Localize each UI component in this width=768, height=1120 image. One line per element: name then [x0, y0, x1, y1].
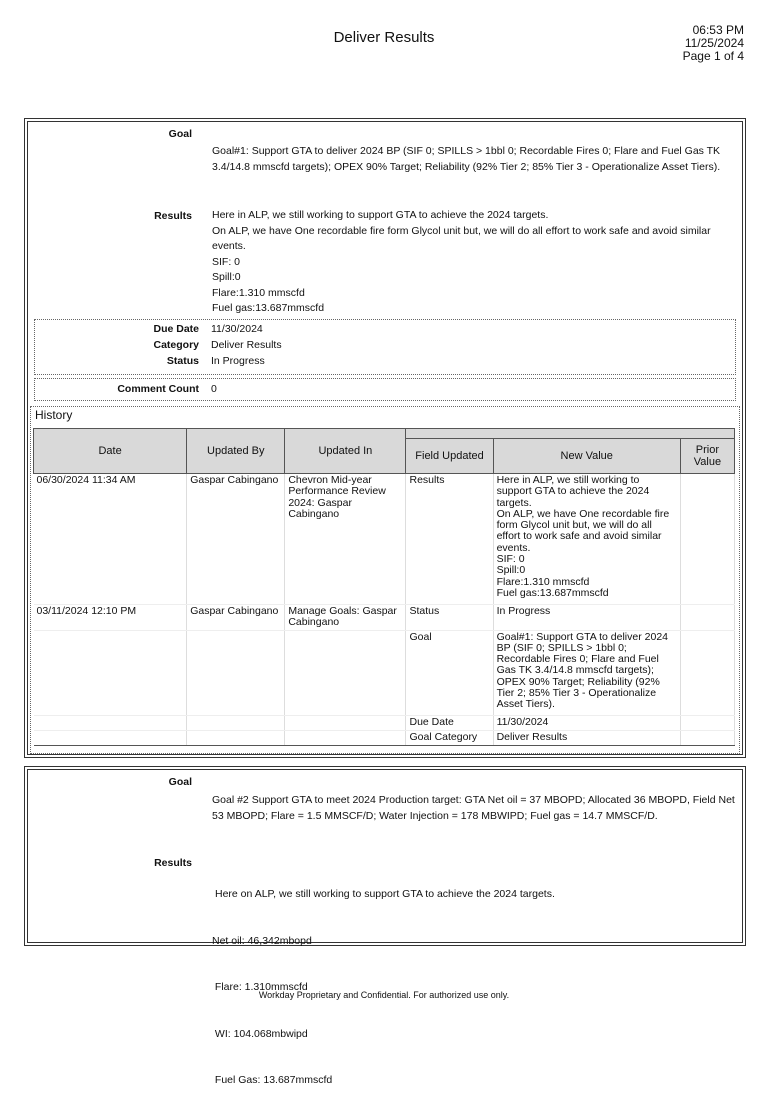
goal-1-section	[24, 118, 746, 758]
cell-date	[34, 630, 187, 715]
column-header-date: Date	[34, 429, 187, 474]
column-header-new-value: New Value	[493, 439, 680, 474]
results-label: Results	[154, 210, 192, 222]
history-box	[30, 406, 740, 754]
cell-new-value: Here in ALP, we still working to support GTA to achieve the 2024 targets. On ALP, we have One recordable fire form Glycol unit but, we will do all effort to work safe and avoid similar events. SIF: 0 Spill:0 Flare:1.310 mmscfd Fuel gas:13.687mmscfd	[493, 474, 680, 605]
category-label: Category	[153, 339, 199, 351]
goal-label: Goal	[168, 128, 192, 140]
cell-date	[34, 730, 187, 745]
column-header-updated-by: Updated By	[187, 429, 285, 474]
comment-count-label: Comment Count	[117, 383, 199, 395]
table-row	[34, 730, 735, 745]
column-header-updated-in: Updated In	[285, 429, 406, 474]
cell-date	[34, 715, 187, 730]
results-line: Fuel gas:13.687mmscfd	[212, 302, 325, 314]
cell-updated-in: Chevron Mid-year Performance Review 2024: Gaspar Cabingano	[285, 474, 406, 605]
history-heading: History	[35, 408, 73, 422]
results-line: SIF: 0	[212, 255, 241, 268]
cell-updated-by: Gaspar Cabingano	[187, 474, 285, 605]
cell-updated-by	[187, 730, 285, 745]
report-time: 06:53 PM	[692, 23, 744, 37]
table-row	[34, 605, 735, 631]
table-row	[34, 715, 735, 730]
cell-updated-by	[187, 630, 285, 715]
column-header-prior-value: Prior Value	[680, 439, 734, 474]
cell-prior-value	[680, 474, 734, 605]
table-row	[34, 630, 735, 715]
goal-text: Goal #2 Support GTA to meet 2024 Production target: GTA Net oil = 37 MBOPD; Allocated 36 MBOPD, Field Net 53 MBOPD; Flare = 1.5 MMSCF/D; Water Injection = 178 MBWIPD; Fuel gas = 14.7 MMSCF/D.	[212, 794, 735, 822]
cell-prior-value	[680, 730, 734, 745]
comment-count-box	[34, 378, 736, 401]
details-box	[34, 319, 736, 375]
report-title: Deliver Results	[333, 29, 435, 46]
footer-confidentiality: Workday Proprietary and Confidential. For authorized use only.	[258, 990, 510, 1000]
due-date-label: Due Date	[153, 323, 199, 335]
category-value: Deliver Results	[211, 339, 282, 351]
results-text	[212, 208, 736, 317]
goal-text: Goal#1: Support GTA to deliver 2024 BP (SIF 0; SPILLS > 1bbl 0; Recordable Fires 0; Flare and Fuel Gas TK 3.4/14.8 mmscfd targets); OPEX 90% Target; Reliability (92% Tier 2; 85% Tier 3 - Operationalize Asset Tiers).	[212, 145, 721, 173]
cell-field-updated: Status	[406, 605, 493, 631]
report-meta	[683, 24, 744, 63]
results-line: Flare:1.310 mmscfd	[212, 286, 305, 299]
results-label: Results	[154, 857, 192, 869]
cell-new-value: Deliver Results	[493, 730, 680, 745]
goal-label: Goal	[168, 776, 192, 788]
results-line: Net oil: 46,342mbopd	[212, 934, 312, 947]
cell-updated-by	[187, 715, 285, 730]
cell-new-value: Goal#1: Support GTA to deliver 2024 BP (SIF 0; SPILLS > 1bbl 0; Recordable Fires 0; Flare and Fuel Gas TK 3.4/14.8 mmscfd targets); OPEX 90% Target; Reliability (92% Tier 2; 85% Tier 3 - Operationalize Asset Tiers).	[493, 630, 680, 715]
results-line: Flare: 1.310mmscfd	[212, 981, 308, 993]
cell-updated-in	[285, 715, 406, 730]
results-line: WI: 104.068mbwipd	[212, 1027, 308, 1040]
status-label: Status	[166, 355, 199, 367]
cell-updated-by: Gaspar Cabingano	[187, 605, 285, 631]
cell-field-updated: Due Date	[406, 715, 493, 730]
cell-updated-in	[285, 730, 406, 745]
cell-field-updated: Goal Category	[406, 730, 493, 745]
page-number: Page 1 of 4	[682, 49, 744, 63]
status-value: In Progress	[211, 355, 265, 367]
results-line: Spill:0	[212, 271, 241, 283]
results-line: On ALP, we have One recordable fire form Glycol unit but, we will do all effort to work safe and avoid similar events.	[212, 224, 711, 252]
cell-field-updated: Results	[406, 474, 493, 605]
cell-date: 03/11/2024 12:10 PM	[34, 605, 187, 631]
history-table	[33, 428, 735, 746]
cell-prior-value	[680, 605, 734, 631]
cell-updated-in	[285, 630, 406, 715]
cell-updated-in: Manage Goals: Gaspar Cabingano	[285, 605, 406, 631]
cell-prior-value	[680, 630, 734, 715]
cell-new-value: In Progress	[493, 605, 680, 631]
comment-count-value: 0	[211, 383, 217, 395]
due-date-value: 11/30/2024	[211, 323, 263, 335]
report-date: 11/25/2024	[684, 36, 744, 50]
cell-new-value: 11/30/2024	[493, 715, 680, 730]
cell-date: 06/30/2024 11:34 AM	[34, 474, 187, 605]
cell-field-updated: Goal	[406, 630, 493, 715]
results-line: Here in ALP, we still working to support GTA to achieve the 2024 targets.	[212, 209, 549, 221]
table-row	[34, 474, 735, 605]
goal-1-inner	[27, 121, 743, 755]
cell-prior-value	[680, 715, 734, 730]
results-text	[212, 856, 736, 1120]
column-header-field-updated: Field Updated	[406, 439, 493, 474]
results-line: Fuel Gas: 13.687mmscfd	[212, 1074, 333, 1086]
results-line: Here on ALP, we still working to support GTA to achieve the 2024 targets.	[215, 888, 555, 900]
column-group-header	[406, 429, 735, 439]
